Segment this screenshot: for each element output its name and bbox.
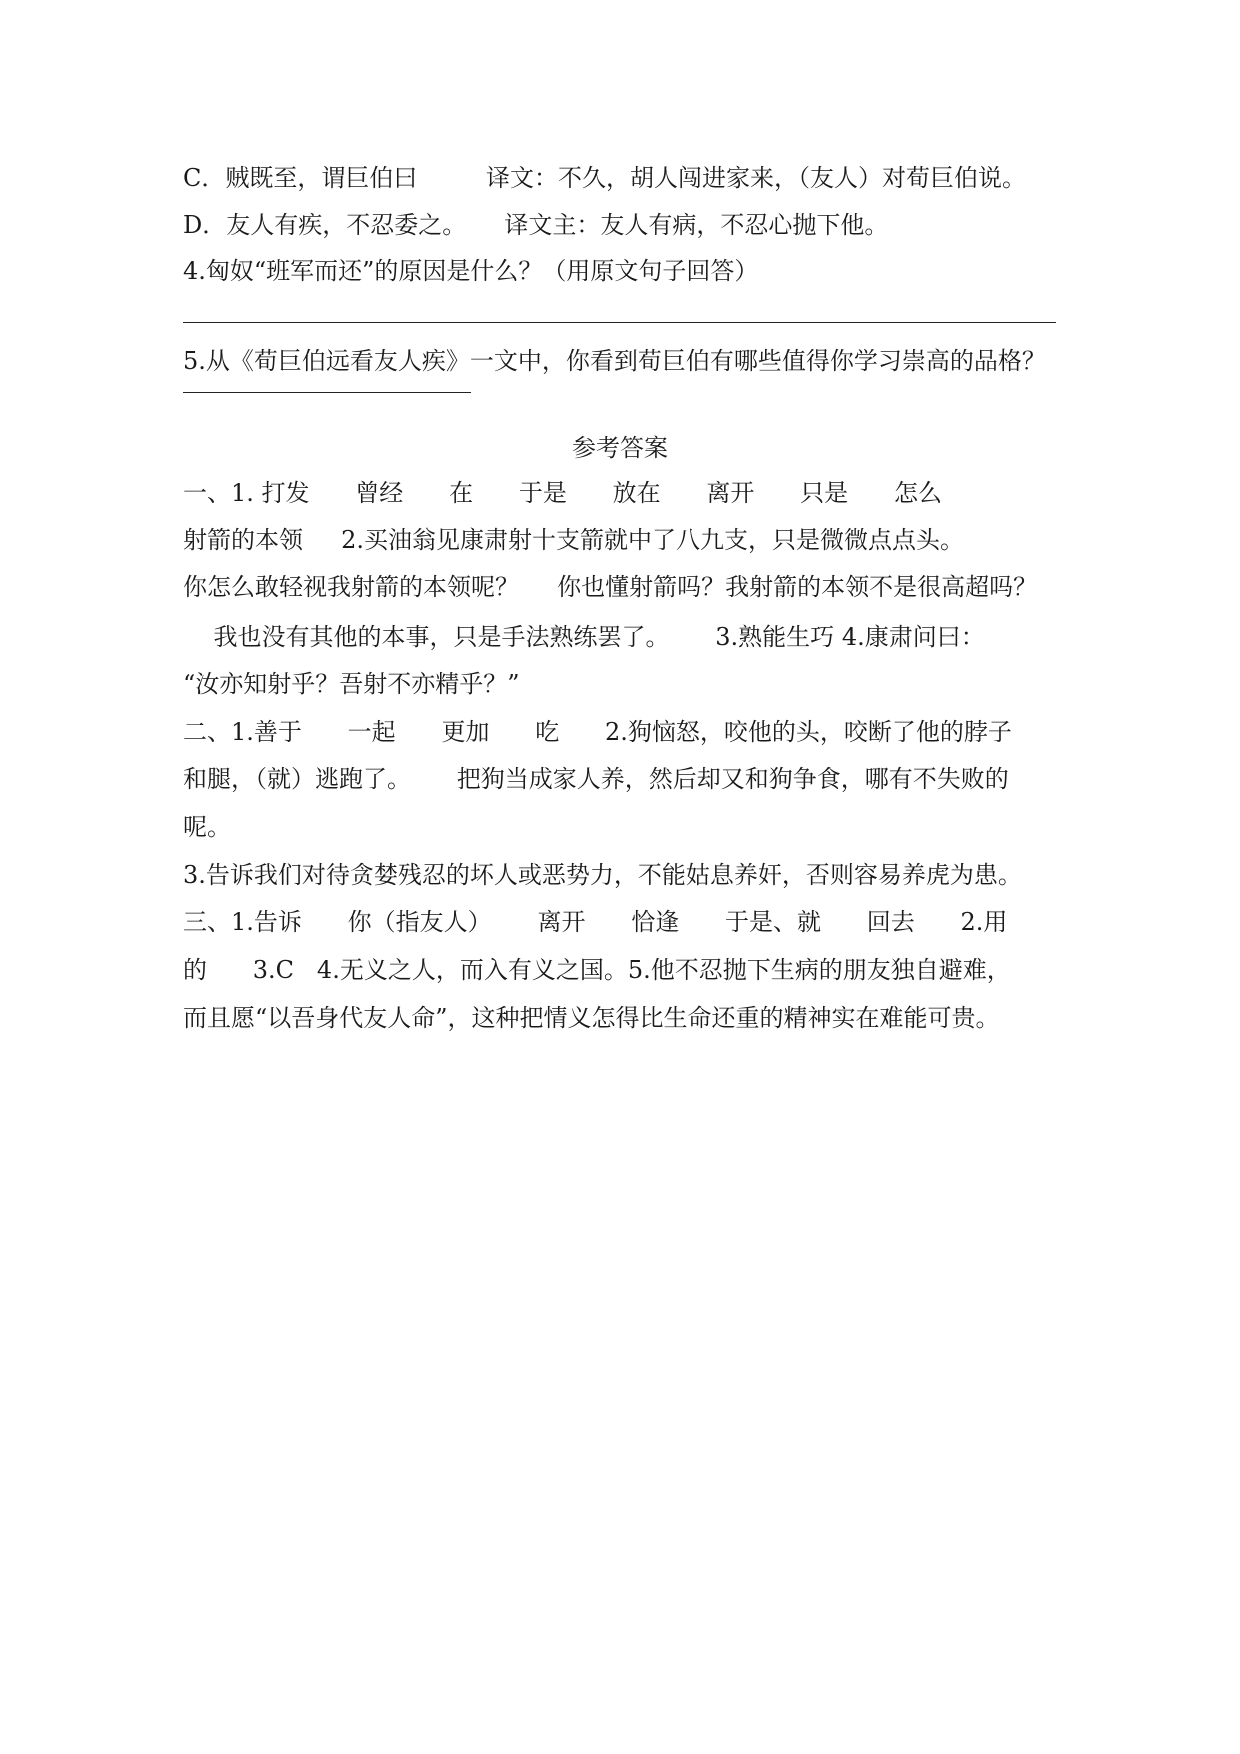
answer-line: 3.告诉我们对待贪婪残忍的坏人或恶势力，不能姑息养奸，否则容易养虎为患。 <box>183 861 1022 889</box>
answer-blank-line-q4 <box>183 322 1056 323</box>
answer-line: 二、1.善于 一起 更加 吃 2.狗恼怒，咬他的头，咬断了他的脖子 <box>183 718 1012 746</box>
answer-line: 的 3.C 4.无义之人，而入有义之国。5.他不忍抛下生病的朋友独自避难， <box>183 956 1011 984</box>
answer-line: 呢。 <box>183 813 231 841</box>
answers-title: 参考答案 <box>572 434 668 462</box>
answer-line: 三、1.告诉 你（指友人） 离开 恰逢 于是、就 回去 2.用 <box>183 908 1008 936</box>
answer-blank-line-q5 <box>183 392 471 393</box>
answer-line: 射箭的本领 2.买油翁见康肃射十支箭就中了八九支，只是微微点点头。 <box>183 526 965 554</box>
question-line-d: D．友人有疾，不忍委之。 译文主：友人有病，不忍心抛下他。 <box>183 211 889 239</box>
answer-line: 和腿，（就）逃跑了。 把狗当成家人养，然后却又和狗争食，哪有不失败的 <box>183 765 1009 793</box>
answer-line: “汝亦知射乎？吾射不亦精乎？” <box>183 670 520 698</box>
question-5: 5.从《荀巨伯远看友人疾》一文中，你看到荀巨伯有哪些值得你学习崇高的品格？ <box>183 347 1046 375</box>
answer-line: 我也没有其他的本事，只是手法熟练罢了。 3.熟能生巧 4.康肃问曰： <box>183 623 985 651</box>
answer-line: 而且愿“以吾身代友人命”，这种把情义怎得比生命还重的精神实在难能可贵。 <box>183 1004 1000 1032</box>
question-line-c: C．贼既至，谓巨伯曰 译文：不久，胡人闯进家来，（友人）对荀巨伯说。 <box>183 164 1027 192</box>
question-4: 4.匈奴“班军而还”的原因是什么？（用原文句子回答） <box>183 257 759 285</box>
answer-line: 你怎么敢轻视我射箭的本领呢？ 你也懂射箭吗？我射箭的本领不是很高超吗？ <box>183 573 1038 601</box>
answer-line: 一、1. 打发 曾经 在 于是 放在 离开 只是 怎么 <box>183 479 942 507</box>
